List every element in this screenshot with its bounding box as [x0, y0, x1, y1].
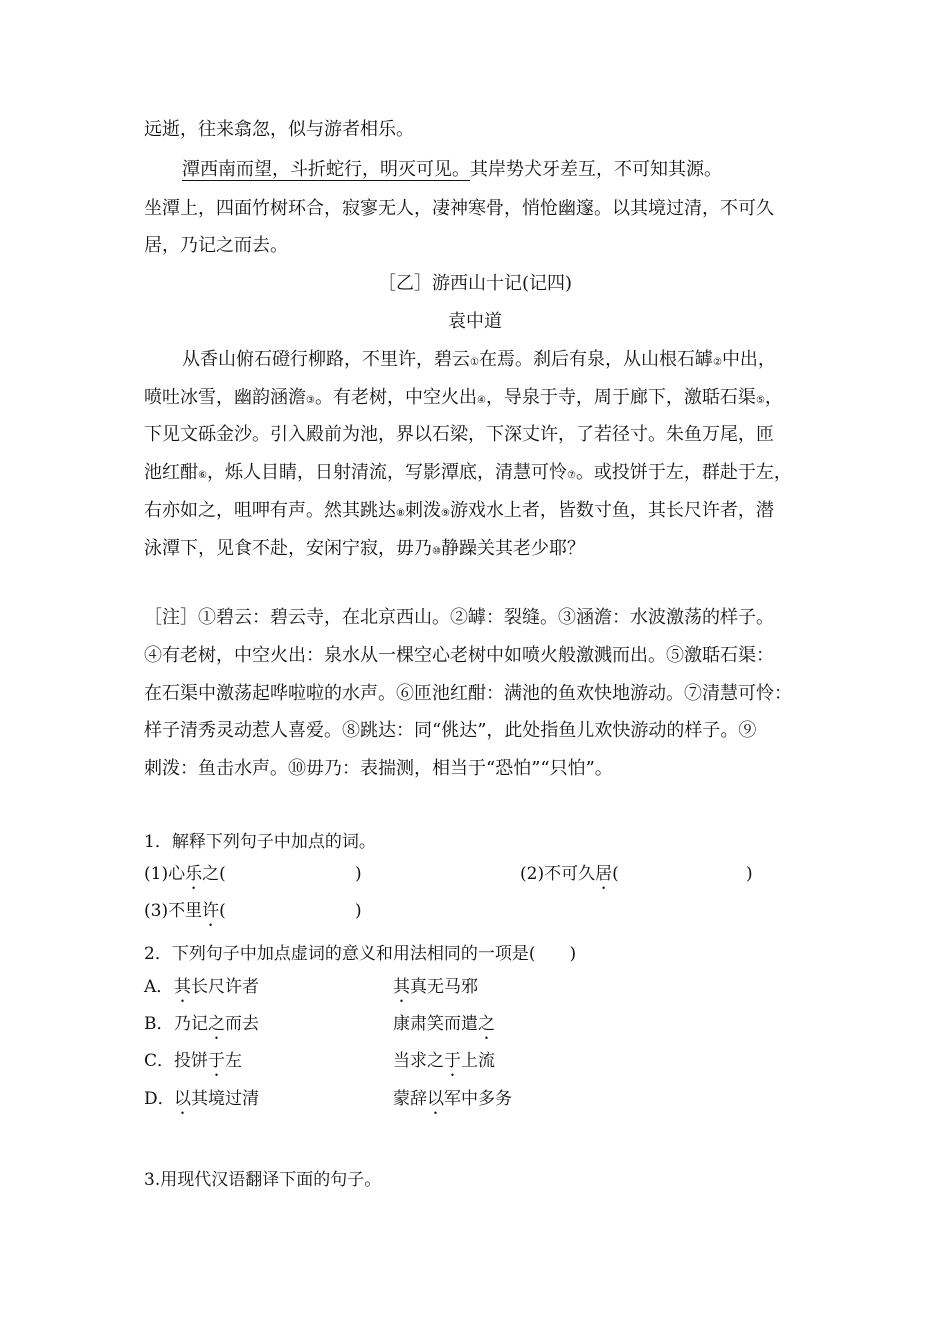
- passage-line: 喷吐冰雪，幽韵涵澹③。有老树，中空火出④，导泉于寺，周于廊下，激聒石渠⑤，: [144, 387, 783, 408]
- dotted-char: 乐: [185, 864, 203, 884]
- note-line: 在石渠中激荡起哗啦啦的水声。⑥匝池红酣：满池的鱼欢快地游动。⑦清慧可怜：: [144, 683, 792, 704]
- option-left: 投饼于左: [174, 1051, 242, 1071]
- option-right: 康肃笑而遣之: [393, 1014, 495, 1034]
- note-line: ［注］①碧云：碧云寺，在北京西山。②罅：裂缝。③涵澹：水波激荡的样子。: [144, 607, 774, 628]
- option-left: 以其境过清: [174, 1089, 259, 1109]
- answer-blank-close: ): [355, 901, 362, 921]
- option-right: 当求之于上流: [393, 1051, 495, 1071]
- passage-line: 右亦如之，咀呷有声。然其跳达⑧刺泼⑨游戏水上者，皆数寸鱼，其长尺许者，潜: [144, 500, 774, 521]
- passage-line: 从香山俯石磴行柳路，不里许，碧云①在焉。刹后有泉，从山根石罅②中出，: [182, 349, 776, 370]
- passage-line: 坐潭上，四面竹树环合，寂寥无人，凄神寒骨，悄怆幽邃。以其境过清，不可久: [144, 198, 774, 219]
- answer-blank-close: ): [355, 864, 362, 884]
- dotted-char: 以: [174, 1089, 191, 1109]
- question-1-prompt: 1．解释下列句子中加点的词。: [144, 832, 376, 852]
- underlined-sentence: 潭西南而望，斗折蛇行，明灭可见。: [182, 159, 470, 180]
- option-label: D．: [144, 1089, 175, 1109]
- dotted-char: 居: [595, 864, 613, 884]
- passage-text: 其岸势犬牙差互，不可知其源。: [470, 159, 722, 180]
- passage-line: 居，乃记之而去。: [144, 235, 288, 256]
- option-label: C．: [144, 1051, 175, 1071]
- dotted-char: 之: [208, 1014, 225, 1034]
- dotted-char: 其: [174, 977, 191, 997]
- passage-line: 池红酣⑥，烁人目睛，日射清流，写影潭底，清慧可怜⑦。或投饼于左，群赴于左，: [144, 462, 792, 483]
- passage-line: [182, 158, 722, 182]
- dotted-char: 于: [444, 1051, 461, 1071]
- note-line: 刺泼：鱼击水声。⑩毋乃：表揣测，相当于“恐怕”“只怕”。: [144, 758, 613, 779]
- question-1-item: (3)不里许(: [144, 901, 226, 921]
- question-2-prompt: 2．下列句子中加点虚词的意义和用法相同的一项是( ): [144, 944, 577, 964]
- passage-line: 泳潭下，见食不赴，安闲宁寂，毋乃⑩静躁关其老少耶？: [144, 538, 585, 559]
- option-left: 乃记之而去: [174, 1014, 259, 1034]
- passage-author: 袁中道: [448, 311, 502, 332]
- option-label: A．: [144, 977, 174, 997]
- option-right: 蒙辞以军中多务: [393, 1089, 512, 1109]
- dotted-char: 以: [427, 1089, 444, 1109]
- question-1-item: (2)不可久居(: [520, 864, 619, 884]
- note-line: 样子清秀灵动惹人喜爱。⑧跳达：同“佻达”，此处指鱼儿欢快游动的样子。⑨: [144, 720, 757, 741]
- note-line: ④有老树，中空火出：泉水从一棵空心老树中如喷火般激溅而出。⑤激聒石渠：: [144, 645, 774, 666]
- option-left: 其长尺许者: [174, 977, 259, 997]
- dotted-char: 其: [393, 977, 410, 997]
- dotted-char: 许: [202, 901, 220, 921]
- dotted-char: 于: [208, 1051, 225, 1071]
- option-label: B．: [144, 1014, 174, 1034]
- passage-line: 远逝，往来翕忽，似与游者相乐。: [144, 119, 414, 140]
- option-right: 其真无马邪: [393, 977, 478, 997]
- passage-title: ［乙］游西山十记(记四): [377, 273, 573, 294]
- passage-line: 下见文砾金沙。引入殿前为池，界以石梁，下深丈许，了若径寸。朱鱼万尾，匝: [144, 424, 774, 445]
- dotted-char: 之: [478, 1014, 495, 1034]
- answer-blank-close: ): [746, 864, 753, 884]
- question-1-item: (1)心乐之(: [144, 864, 226, 884]
- question-3-prompt: 3.用现代汉语翻译下面的句子。: [144, 1170, 382, 1190]
